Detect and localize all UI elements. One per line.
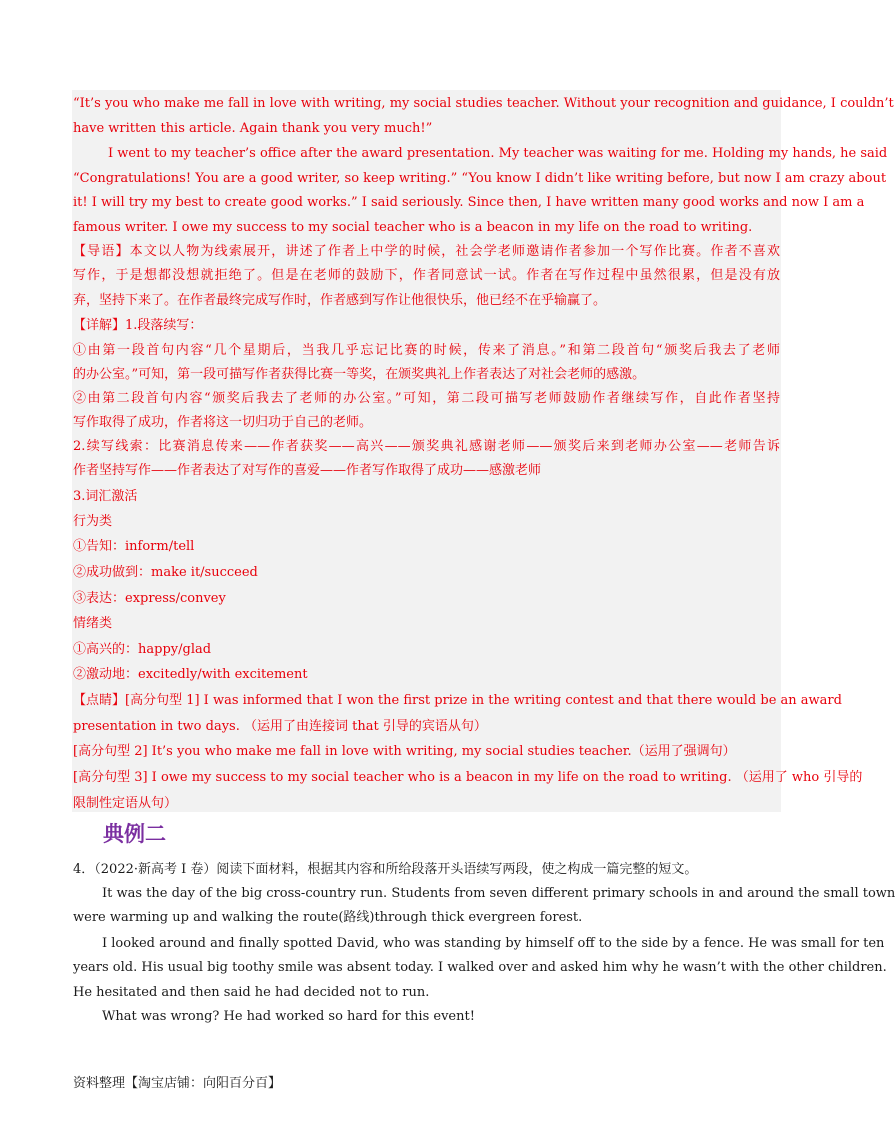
answer-line: ②成功做到：make it/succeed (73, 565, 258, 580)
question-line: I looked around and finally spotted David, who was standing by himself off to the side by a fence. He was small for ten (102, 936, 885, 951)
answer-line: 2.续写线索：比赛消息传来——作者获奖——高兴——颁奖典礼感谢老师——颁奖后来到老师办公室——老师告诉 (73, 439, 780, 454)
answer-line: ②激动地：excitedly/with excitement (73, 667, 308, 682)
answer-line: ②由第二段首句内容“颁奖后我去了老师的办公室。”可知，第二段可描写老师鼓励作者继续写作，自此作者坚持 (73, 391, 780, 406)
answer-line: “Congratulations! You are a good writer, so keep writing.” “You know I didn’t like writing before, but now I am crazy about (73, 171, 887, 186)
answer-line: famous writer. I owe my success to my social teacher who is a beacon in my life on the road to writing. (73, 220, 753, 235)
answer-line: ①由第一段首句内容“几个星期后，当我几乎忘记比赛的时候，传来了消息。”和第二段首句“颁奖后我去了老师 (73, 343, 780, 358)
answer-line: ①告知：inform/tell (73, 539, 195, 554)
answer-line: have written this article. Again thank you very much!” (73, 121, 433, 136)
dianjing-heading: 【点睛】[高分句型 1] I was informed that I won the first prize in the writing contest and that there would be an award (73, 693, 842, 708)
daoyu-heading: 【导语】本文以人物为线索展开，讲述了作者上中学的时候，社会学老师邀请作者参加一个写作比赛。作者不喜欢 (73, 244, 780, 259)
question-line: He hesitated and then said he had decided not to run. (73, 985, 430, 1000)
answer-line: 限制性定语从句） (73, 796, 178, 811)
answer-line: presentation in two days. （运用了由连接词 that 引导的宾语从句） (73, 719, 487, 734)
xiangjie-heading: 【详解】1.段落续写： (73, 318, 203, 333)
answer-line: [高分句型 3] I owe my success to my social teacher who is a beacon in my life on the road to writing. （运用了 who 引导的 (73, 770, 863, 785)
question-line: years old. His usual big toothy smile was absent today. I walked over and asked him why he wasn’t with the other children. (73, 960, 887, 975)
answer-line: 作者坚持写作——作者表达了对写作的喜爱——作者写作取得了成功——感激老师 (73, 463, 542, 478)
answer-line: ③表达：express/convey (73, 591, 226, 606)
answer-line: it! I will try my best to create good works.” I said seriously. Since then, I have written many good works and now I am a (73, 195, 865, 210)
answer-line: 的办公室。”可知，第一段可描写作者获得比赛一等奖，在颁奖典礼上作者表达了对社会老师的感激。 (73, 367, 646, 382)
question-stem: 4．（2022·新高考 I 卷）阅读下面材料，根据其内容和所给段落开头语续写两段，使之构成一篇完整的短文。 (73, 862, 698, 877)
answer-line: I went to my teacher’s office after the award presentation. My teacher was waiting for me. Holding my hands, he said (108, 146, 888, 161)
vocab-heading: 3.词汇激活 (73, 489, 138, 504)
question-line: were warming up and walking the route(路线)through thick evergreen forest. (73, 910, 583, 925)
answer-line: 情绪类 (73, 616, 113, 631)
footer-source: 资料整理【淘宝店铺：向阳百分百】 (73, 1076, 282, 1091)
answer-line: 写作，于是想都没想就拒绝了。但是在老师的鼓励下，作者同意试一试。作者在写作过程中虽然很累，但是没有放 (73, 268, 780, 283)
section-title: 典例二 (103, 821, 166, 846)
question-line: What was wrong? He had worked so hard for this event! (102, 1009, 475, 1024)
answer-line: 弃，坚持下来了。在作者最终完成写作时，作者感到写作让他很快乐，他已经不在乎输赢了。 (73, 293, 607, 308)
answer-line: ①高兴的：happy/glad (73, 642, 212, 657)
answer-line: 写作取得了成功，作者将这一切归功于自己的老师。 (73, 415, 373, 430)
answer-line: “It’s you who make me fall in love with writing, my social studies teacher. Without your recognition and guidance, I couldn’t (73, 96, 894, 111)
answer-line: [高分句型 2] It’s you who make me fall in love with writing, my social studies teacher.（运用了强调句） (73, 744, 736, 759)
question-line: It was the day of the big cross-country run. Students from seven different primary schools in and around the small town (102, 886, 895, 901)
answer-line: 行为类 (73, 514, 113, 529)
